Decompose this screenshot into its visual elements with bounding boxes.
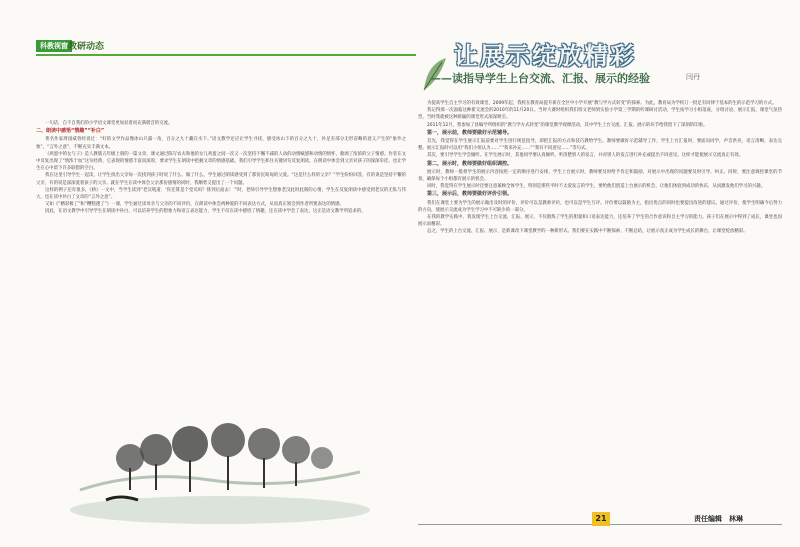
left-text-column (36, 120, 406, 338)
right-text-column (418, 100, 782, 508)
paragraph: 其次，要引导学生学会倾听。在学生展示时，其他同学要认真倾听，听清楚别人的发言，并对别人的发言进行补充或提出不同意见。这样才能使展示交流真正有效。 (427, 153, 744, 159)
page-number: 21 (592, 512, 610, 526)
paragraph: 为提高学生自主学习的有效课堂，2009年起，我校在教育局提升新在全区中小学开展“教与学方式转变”的探索。为此，教育局为学校订一批足有同律于基本的生的示范学习的方式。 (427, 101, 777, 106)
section-title: 教研动态 (68, 42, 105, 52)
paragraph: 我记得那一次面临这种新交流会的2010年的11月20日。当时大赛时组织我们班文老师到实验小学第三学期的听课研讨活动，学生按学习小组落座，分组讨论、展示汇报，课堂气氛热烈，当时我就被这种新颖的课堂形式深深吸引。 (418, 108, 782, 121)
section-heading: 二、朗读中感悟“情趣”“补白” (36, 128, 105, 135)
paragraph: 这样的例子还有很多，《桥》一文中，当学生读到“老汉吼道：‘你还算是个党员吗？排到后面去！’”时，老师引导学生想象老汉此时此刻的心情，学生在反复朗读中感受到老汉的无私与伟大，也在读中补白了文章的“言外之意”。 (36, 187, 406, 201)
paragraph: 一句话，自不自我们的小学语文课堂更加显着而充满谐音的交流。 (45, 121, 173, 126)
paragraph: 展示时，教师一般将学生的展示内容按照一定的顺序进行安排，学生上台展示时，教师要及时给予肯定和鼓励，对展示中出现的问题要及时引导、纠正。同时，要注意调控课堂的节奏，确保每个小组都有展示的机会。 (418, 169, 782, 183)
paragraph: 《鸡蛋中的女与子》是人教版五年级上册的一篇文章，课文通过陈写农夫和他的女儿鸡蛋之间一次又一次坚持不懈不减的人动的动情赋感和动情的情怀，歌颂了浓浓的父子情感。作者在文中反复出现了“情浓于血”这句经典，它表现的情感丰富而深厚，要求学生在朗读中把握文章的情感基础。我们引导学生抓住关键词句反复朗读，在朗读中体会到父亲对孩子的深深牵挂，也让学生在心中留下许多联想的空白。 (36, 151, 406, 172)
paragraph: 首先，我觉得在学生展示汇报前要对学生进行规范指导，即把汇报的方式和技巧教给学生。教师要做好示范辅导工作，学生上台汇报时，要面向同学，声音洪亮，语言清晰，表达完整。展示汇报时可以用“我们小组认为……”“我来补充……”“我有不同意见……”等句式。 (418, 139, 782, 152)
paragraph: 我们在课堂上要为学生的展示做出及时的评价，评价可以是教师评价，也可以是学生互评。评价要以鼓励为主，指出优点的同时也要提出改进的建议。通过评价，使学生明确今后努力的方向，使展示交流成为学生学习中不可缺少的一部分。 (418, 200, 782, 213)
headline-author: 闫丹 (686, 73, 700, 81)
article-headline (420, 24, 780, 94)
section-badge: 科教视窗 (36, 40, 72, 52)
paragraph: 我在这里引导学生一起读，让学生找出父亲每一次找到孩子时说了什么、做了什么，学生通过朗读感受到了那份沉甸甸的父爱。“这是什么样的父亲？”学生纷纷回答，有的说是坚持不懈的父亲，有的说是深深爱着孩子的父亲。就在学生在读中体会父亲那份感情的同时，我顺势又提出了一个问题。 (36, 173, 406, 186)
paragraph: 在我的教学实践中，我发现学生上台交流、汇报、展示，不仅锻炼了学生的胆量和口语表达能力，还培养了学生的合作意识和自主学习的能力。孩子们在展示中得到了成长，课堂也因展示而精彩。 (418, 215, 782, 228)
ink-wash-painting (60, 340, 390, 530)
headline-subtitle: ——读指导学生上台交流、汇报、展示的经验 (430, 72, 650, 85)
paragraph: 同时，我觉得在学生展示时还要注意兼顾全体学生，特别是那些平时不太爱发言的学生，要给他们创造上台展示的机会，让他们体验到成功的快乐，从而激发他们学习的兴趣。 (427, 184, 766, 190)
editor-credit: 责任编辑 林琳 (694, 515, 743, 523)
section-heading: 第二，展示时，教师要做好组织调控。 (427, 160, 513, 167)
section-heading: 第一，展示前，教师要做好示范辅导。 (427, 129, 513, 136)
paragraph: 2011年12月，我参加了县编学所组织的“教与学方式转变”的课堂教学观摩活动，其中学生上台交流、汇报、展示的环节给我留下了深刻的印象。 (427, 122, 708, 128)
section-heading: 第三，展示后，教师要做好评价引领。 (427, 191, 513, 198)
header-rule (36, 54, 416, 56)
headline-title: 让展示绽放精彩 (454, 41, 636, 70)
paragraph: 因此，在语文教学中引导学生在朗读中补白，可以培养学生的想象力和语言表达能力，学生不仅在读中感悟了情趣，还在读中学会了表达，这正是语文教学所追求的。 (45, 209, 366, 215)
paragraph: 又如《“精彩极了”和“糟糕透了”》一课，学生通过读母亲与父亲的不同评价，在朗读中体会两种爱的不同表达方式，从而真正领会到作者所要表达的情感。 (45, 202, 344, 208)
paragraph: 著名作家周国威曾经说过：“好的文学作品像冰山只露一角，百分之九十藏在水下。”语文教学还应让学生寻找，感受冰山下的百分之九十，补足有部分无形省略的意义产生的“象外之象”、“言外之意”，不断充实丰满文本。 (36, 137, 406, 150)
paragraph: 总之，学生的上台交流、汇报、展示，是新课改下课堂教学的一种新形式。我们要在实践中不断探索、不断总结，让展示真正成为学生成长的舞台，让课堂绽放精彩。 (427, 229, 748, 235)
